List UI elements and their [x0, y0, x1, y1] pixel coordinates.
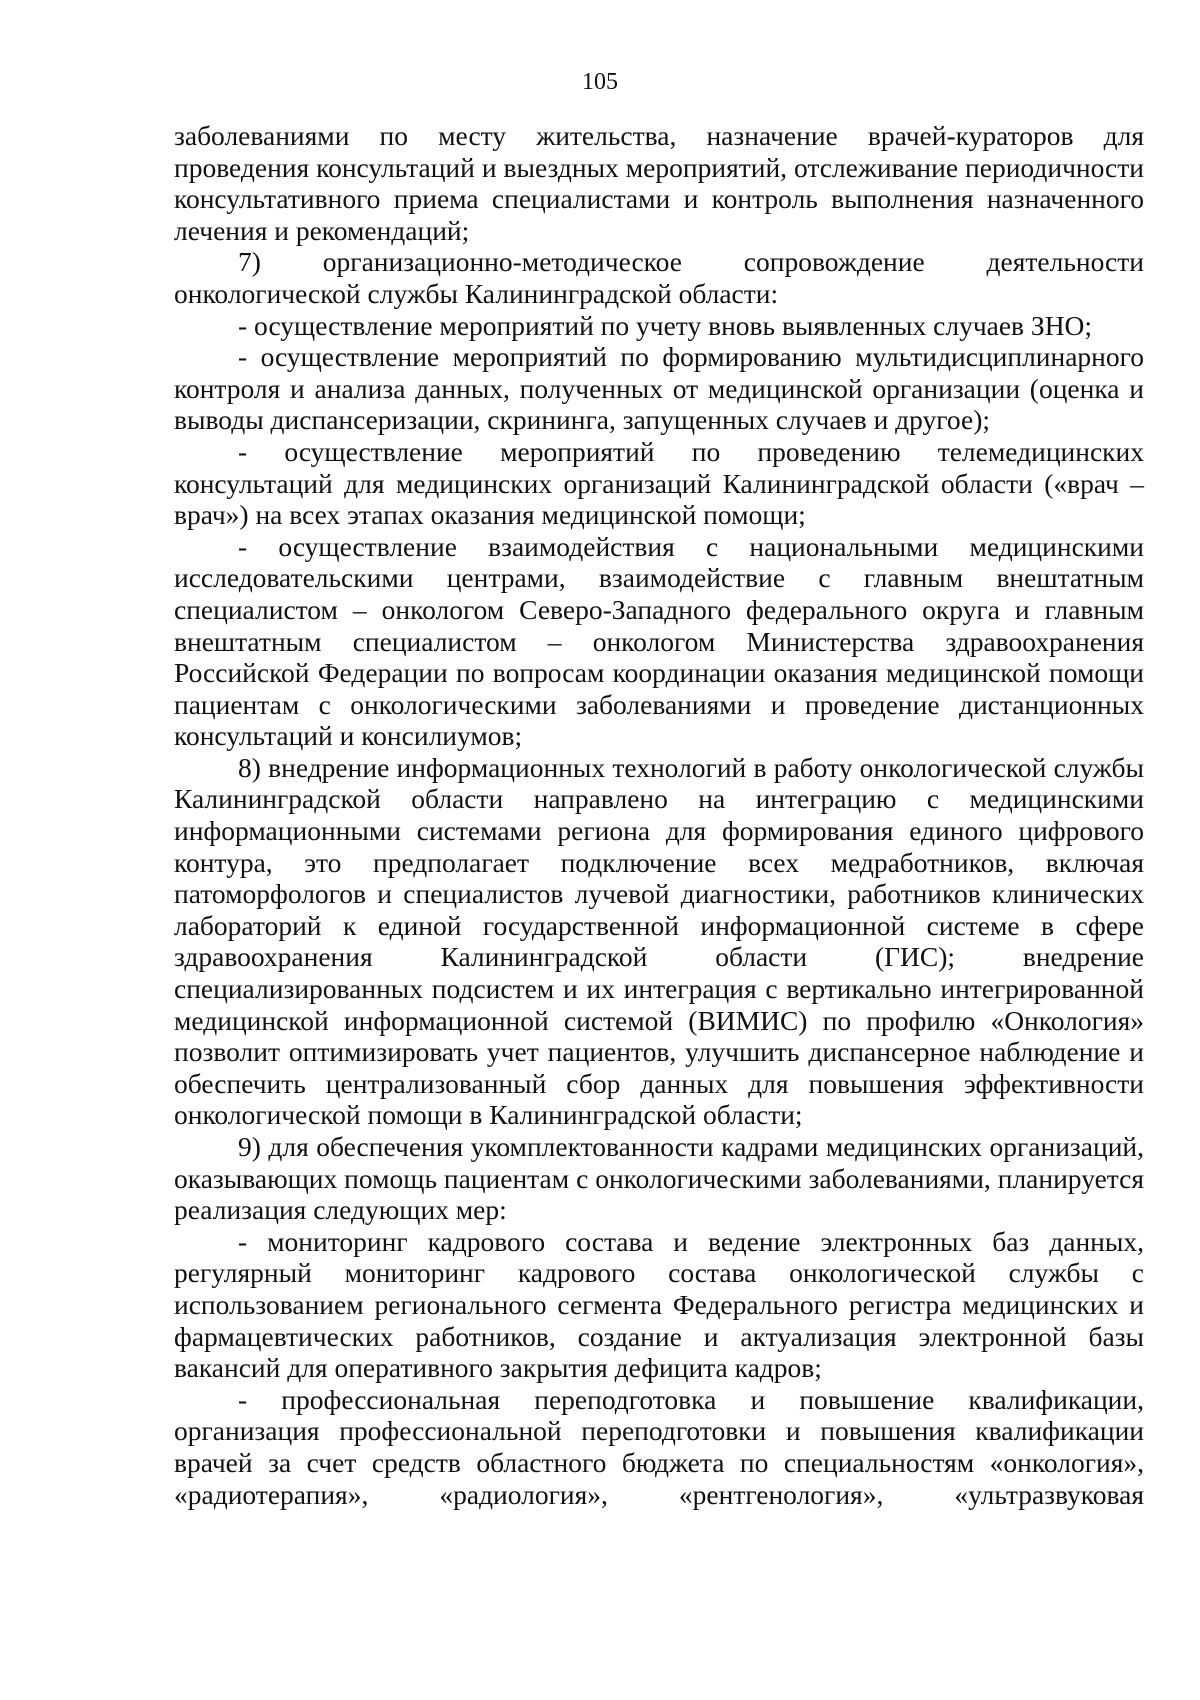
paragraph: 9) для обеспечения укомплектованности кадрами медицинских организаций, оказывающих помощь пациентам с онкологическими заболеваниями, планируется реализация следующих мер: [174, 1131, 1144, 1226]
paragraph: 8) внедрение информационных технологий в работу онкологической службы Калининградской области направлено на интеграцию с медицинскими информационными системами региона для формирования единого цифрового контура, это предполагает подключение всех медработников, включая патоморфологов и специалистов лучевой диагностики, работников клинических лабораторий к единой государственной информационной системе в сфере здравоохранения Калининградской области (ГИС); внедрение специализированных подсистем и их интеграция с вертикально интегрированной медицинской информационной системой (ВИМИС) по профилю «Онкология» позволит оптимизировать учет пациентов, улучшить диспансерное наблюдение и обеспечить централизованный сбор данных для повышения эффективности онкологической помощи в Калининградской области; [174, 751, 1144, 1131]
paragraph: - осуществление мероприятий по проведению телемедицинских консультаций для медицинских организаций Калининградской области («врач – врач») на всех этапах оказания медицинской помощи; [174, 435, 1144, 531]
paragraph: - профессиональная переподготовка и повышение квалификации, организация профессиональной переподготовки и повышения квалификации врачей за счет средств областного бюджета по специальностям «онкология», «радиотерапия», «радиология», «рентгенология», «ультразвуковая [174, 1383, 1144, 1510]
paragraph: - осуществление мероприятий по формированию мультидисциплинарного контроля и анализа данных, полученных от медицинской организации (оценка и выводы диспансеризации, скрининга, запущенных случаев и другое); [174, 341, 1144, 436]
paragraph: - мониторинг кадрового состава и ведение электронных баз данных, регулярный мониторинг кадрового состава онкологической службы с использованием регионального сегмента Федерального регистра медицинских и фармацевтических работников, создание и актуализация электронной базы вакансий для оперативного закрытия дефицита кадров; [174, 1225, 1144, 1384]
paragraph: - осуществление взаимодействия с национальными медицинскими исследовательскими центрами, взаимодействие с главным внештатным специалистом – онкологом Северо-Западного федерального округа и главным внештатным специалистом – онкологом Министерства здравоохранения Российской Федерации по вопросам координации оказания медицинской помощи пациентам с онкологическими заболеваниями и проведение дистанционных консультаций и консилиумов; [174, 530, 1144, 752]
paragraph: заболеваниями по месту жительства, назначение врачей-кураторов для проведения консультаций и выездных мероприятий, отслеживание периодичности консультативного приема специалистами и контроль выполнения назначенного лечения и рекомендаций; [174, 120, 1144, 246]
paragraph: - осуществление мероприятий по учету вновь выявленных случаев ЗНО; [238, 309, 1093, 341]
page-number: 105 [582, 69, 618, 95]
document-body [174, 120, 1144, 1510]
paragraph: 7) организационно-методическое сопровождение деятельности онкологической службы Калининградской области: [174, 246, 1144, 309]
